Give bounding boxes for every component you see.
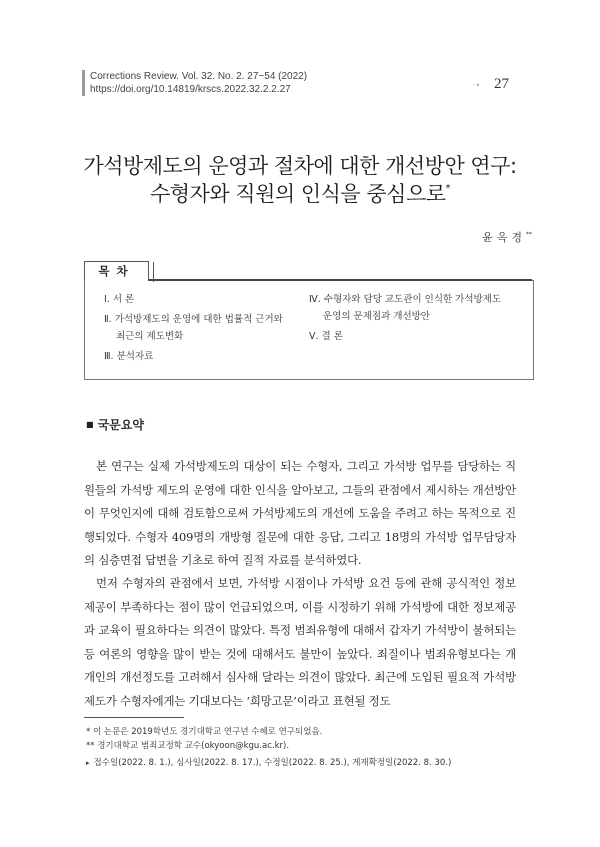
title-footnote-marker[interactable]: *	[445, 183, 451, 194]
abstract-paragraph-2: 먼저 수형자의 관점에서 보면, 가석방 시점이나 가석방 요건 등에 관해 공식적인 정보제공이 부족하다는 점이 많이 언급되었으며, 이를 시정하기 위해 가석방에 대한 정보제공과 교육이 필요하다는 의견이 많았다. 특정 범죄유형에 대해서 갑자기 가석방이 불허되는 등 여론의 영향을 많이 받는 것에 대해서도 불만이 높았다. 죄질이나 범죄유형보다는 개개인의 개선정도를 고려해서 심사해 달라는 의견이 많았다. 최근에 도입된 필요적 가석방 제도가 수형자에게는 기대보다는 ‘희망고문’이라고 표현될 정도	[84, 576, 516, 708]
footnote-divider	[84, 717, 184, 718]
abstract-heading	[86, 416, 144, 433]
square-bullet-icon: ■	[86, 420, 94, 429]
page-marker: · ◂	[473, 82, 479, 88]
paper-title-line1: 가석방제도의 운영과 절차에 대한 개선방안 연구:	[83, 154, 517, 178]
journal-citation: Corrections Review. Vol. 32. No. 2. 27~54 (2022)	[90, 71, 308, 82]
author-name: 윤옥경	[482, 231, 526, 244]
doi-link[interactable]: https://doi.org/10.14819/krscs.2022.32.2.2.27	[90, 84, 291, 95]
journal-header	[90, 70, 307, 96]
footnote-2: ** 경기대학교 범죄교정학 교수(okyoon@kgu.ac.kr).	[86, 741, 290, 751]
toc-item-2-cont[interactable]: 최근의 제도변화	[116, 331, 184, 342]
toc-divider	[147, 279, 532, 281]
page-number: 27	[494, 76, 509, 92]
toc-item-1[interactable]: Ⅰ. 서 론	[104, 294, 135, 305]
toc-item-2[interactable]: Ⅱ. 가석방제도의 운영에 대한 법률적 근거와	[104, 314, 283, 325]
author-footnote-marker[interactable]: **	[526, 231, 532, 238]
abstract-paragraph-1: 본 연구는 실제 가석방제도의 대상이 되는 수형자, 그리고 가석방 업무를 담당하는 직원들의 가석방 제도의 운영에 대한 인식을 알아보고, 그들의 관점에서 제시하는 개선방안이 무엇인지에 대해 검토함으로써 가석방제도의 개선에 도움을 주려고 하는 목적으로 진행되었다. 수형자 409명의 개방형 질문에 대한 응답, 그리고 18명의 가석방 업무담당자의 심층면접 답변을 기초로 하여 질적 자료를 분석하였다.	[84, 459, 516, 568]
abstract-heading-text: 국문요약	[97, 418, 144, 432]
submission-dates-text: 접수일(2022. 8. 1.), 심사일(2022. 8. 17.), 수정일(2022. 8. 25.), 게재확정일(2022. 8. 30.)	[93, 758, 452, 768]
paper-title-line2	[60, 178, 540, 208]
toc-item-4[interactable]: Ⅳ. 수형자와 담당 교도관이 인식한 가석방제도	[309, 294, 502, 305]
toc-label: 목차	[84, 261, 149, 281]
toc-item-4-cont[interactable]: 운영의 문제점과 개선방안	[323, 311, 430, 322]
footnote-1: * 이 논문은 2019학년도 경기대학교 연구년 수혜로 연구되었음.	[86, 727, 323, 737]
toc-item-5[interactable]: Ⅴ. 결 론	[309, 331, 343, 342]
author	[482, 229, 532, 245]
submission-dates	[86, 756, 451, 768]
paper-title-line2-text: 수형자와 직원의 인식을 중심으로	[149, 182, 446, 206]
triangle-bullet-icon: ▸	[86, 759, 90, 767]
toc-item-3[interactable]: Ⅲ. 분석자료	[104, 351, 154, 362]
header-accent-bar	[82, 70, 85, 96]
